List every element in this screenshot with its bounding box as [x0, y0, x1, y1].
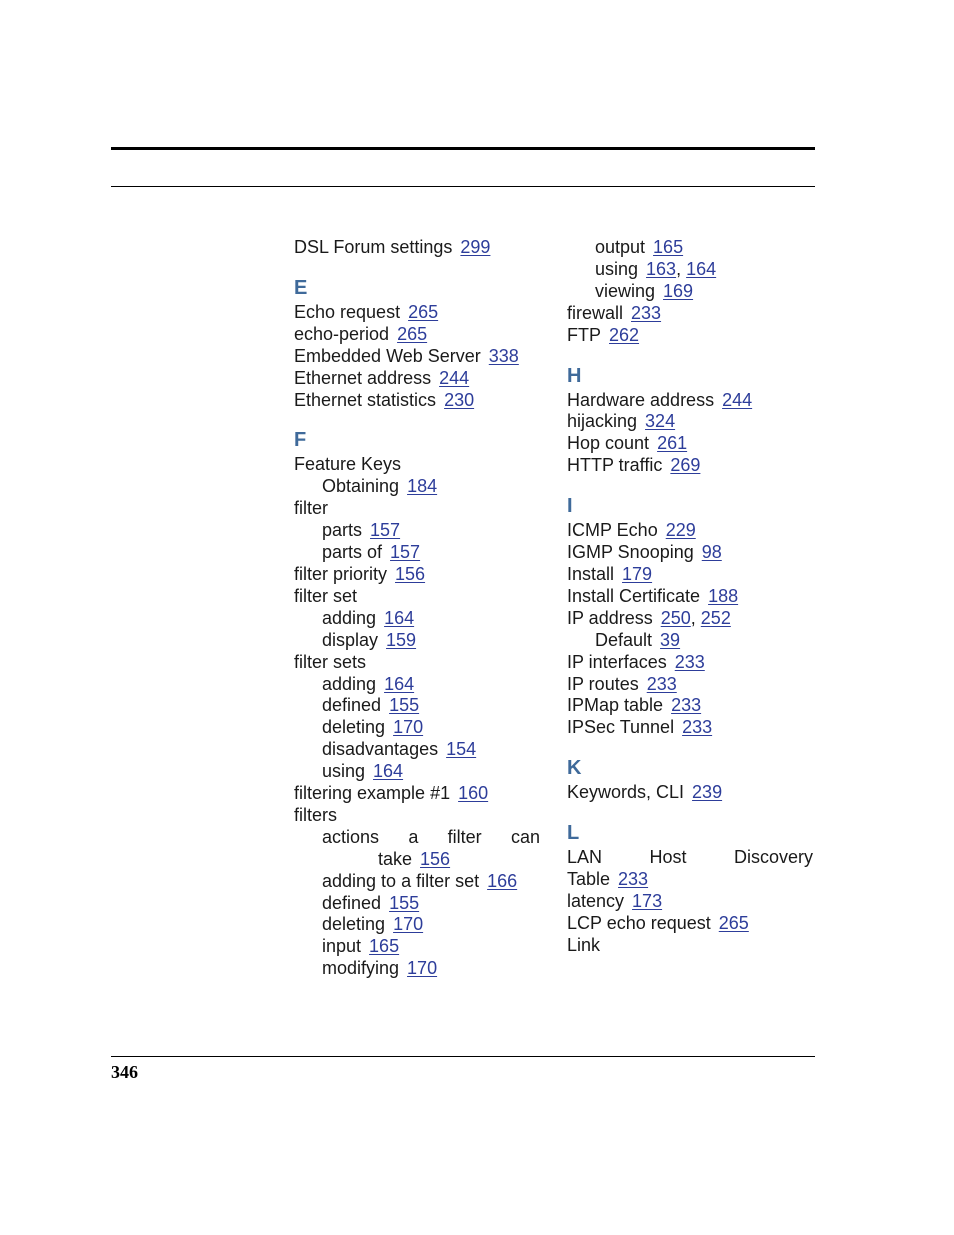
- page-link[interactable]: 184: [407, 476, 438, 497]
- entry-term: Hardware address: [567, 389, 715, 410]
- page-link[interactable]: 164: [686, 258, 717, 279]
- page-link[interactable]: 233: [682, 717, 713, 738]
- index-entry: filter: [294, 498, 329, 519]
- index-entry: [294, 564, 540, 586]
- page-link[interactable]: 157: [390, 542, 421, 563]
- index-subentry: [294, 674, 540, 696]
- entry-term: viewing: [595, 280, 656, 301]
- index-entry: [294, 237, 540, 259]
- page-link[interactable]: 39: [660, 629, 681, 650]
- index-entry: [567, 652, 813, 674]
- page-link[interactable]: 265: [718, 912, 749, 933]
- page-link[interactable]: 163: [646, 258, 677, 279]
- index-entry: [294, 302, 540, 324]
- page-number: 346: [111, 1062, 138, 1082]
- index-subentry: [294, 914, 540, 936]
- index-entry: Link: [567, 934, 601, 955]
- entry-term: deleting: [322, 717, 386, 738]
- entry-term: input: [322, 936, 362, 957]
- page-link[interactable]: 159: [386, 629, 417, 650]
- entry-term: take: [378, 848, 413, 869]
- index-entry: [567, 411, 813, 433]
- page-link[interactable]: 165: [653, 237, 684, 257]
- page-link[interactable]: 170: [393, 717, 424, 738]
- page-link[interactable]: 164: [373, 761, 404, 782]
- index-subentry: [567, 630, 813, 652]
- page-link[interactable]: 154: [446, 739, 477, 760]
- entry-term: firewall: [567, 302, 624, 323]
- entry-term: latency: [567, 890, 625, 911]
- index-column-right: [567, 237, 813, 957]
- entry-term: filtering example #1: [294, 783, 451, 804]
- entry-term: filter priority: [294, 563, 388, 584]
- index-entry: [567, 674, 813, 696]
- entry-term: IP routes: [567, 673, 639, 694]
- entry-term: IPSec Tunnel: [567, 717, 675, 738]
- index-entry: filters: [294, 804, 338, 825]
- entry-term: LCP echo request: [567, 912, 711, 933]
- entry-term: IP address: [567, 607, 653, 628]
- page-link[interactable]: 239: [692, 782, 723, 803]
- page-link[interactable]: 170: [393, 914, 424, 935]
- entry-term: Ethernet statistics: [294, 389, 437, 410]
- index-entry: [567, 325, 813, 347]
- index-entry: [567, 520, 813, 542]
- index-subentry: [294, 717, 540, 739]
- entry-term: disadvantages: [322, 739, 439, 760]
- entry-term: defined: [322, 892, 382, 913]
- page-link[interactable]: 156: [395, 563, 426, 584]
- page-link[interactable]: 160: [458, 783, 489, 804]
- index-entry: filter sets: [294, 651, 367, 672]
- entry-term: Table: [567, 869, 611, 890]
- index-entry: Feature Keys: [294, 454, 402, 475]
- index-entry: [567, 433, 813, 455]
- index-subentry: [294, 761, 540, 783]
- index-entry: [567, 913, 813, 935]
- entry-term: Install: [567, 563, 615, 584]
- index-entry: [567, 455, 813, 477]
- page-link[interactable]: 338: [488, 345, 519, 366]
- page-link[interactable]: 262: [609, 324, 640, 345]
- entry-term: deleting: [322, 914, 386, 935]
- index-subentry: [567, 281, 813, 303]
- index-entry: [567, 586, 813, 608]
- section-letter-i: I: [567, 495, 573, 518]
- index-subentry: [567, 237, 813, 259]
- index-subentry: [294, 630, 540, 652]
- header-rule-thick: [111, 147, 815, 150]
- page-link[interactable]: 230: [444, 389, 475, 410]
- index-entry: [567, 891, 813, 913]
- index-entry: [294, 783, 540, 805]
- page-link[interactable]: 156: [420, 848, 451, 869]
- entry-term: adding to a filter set: [322, 870, 480, 891]
- index-entry: [567, 303, 813, 325]
- index-entry: [567, 782, 813, 804]
- page-link[interactable]: 244: [439, 367, 470, 388]
- page-link[interactable]: 252: [700, 607, 731, 628]
- entry-term: Keywords, CLI: [567, 782, 685, 803]
- index-subentry: [294, 958, 540, 980]
- entry-term: output: [595, 237, 646, 257]
- index-column-left: [294, 237, 540, 980]
- page-link[interactable]: 324: [645, 411, 676, 432]
- entry-term: using: [322, 761, 366, 782]
- index-subentry: [567, 259, 813, 281]
- entry-term: adding: [322, 607, 377, 628]
- index-entry: LAN Host Discovery: [567, 847, 813, 868]
- page-link[interactable]: 233: [618, 869, 649, 890]
- page-link[interactable]: 170: [407, 958, 438, 979]
- index-entry: [567, 542, 813, 564]
- index-entry: [567, 608, 813, 630]
- index-subentry: [294, 520, 540, 542]
- index-subentry: [294, 936, 540, 958]
- entry-term: display: [322, 629, 379, 650]
- page-link[interactable]: 188: [708, 585, 739, 606]
- index-entry: filter set: [294, 585, 358, 606]
- index-subentry: [294, 695, 540, 717]
- entry-term: Install Certificate: [567, 585, 701, 606]
- header-rule-thin: [111, 186, 815, 187]
- index-subentry: [294, 739, 540, 761]
- page-link[interactable]: 265: [397, 323, 428, 344]
- entry-term: IGMP Snooping: [567, 542, 694, 563]
- entry-term: echo-period: [294, 323, 390, 344]
- entry-term: Ethernet address: [294, 367, 432, 388]
- page-link[interactable]: 165: [369, 936, 400, 957]
- index-subentry: [294, 893, 540, 915]
- entry-term: Echo request: [294, 301, 401, 322]
- index-entry: [294, 324, 540, 346]
- page-link[interactable]: 233: [631, 302, 662, 323]
- entry-term: DSL Forum settings: [294, 237, 453, 257]
- entry-term: Obtaining: [322, 476, 400, 497]
- entry-term: Hop count: [567, 433, 650, 454]
- page-link[interactable]: 155: [389, 695, 420, 716]
- entry-term: defined: [322, 695, 382, 716]
- index-entry: [294, 390, 540, 412]
- index-entry: [567, 717, 813, 739]
- index-subentry: [294, 476, 540, 498]
- page-link[interactable]: 155: [389, 892, 420, 913]
- page-link[interactable]: 169: [663, 280, 694, 301]
- index-subentry: [294, 871, 540, 893]
- index-entry: [294, 368, 540, 390]
- entry-term: Embedded Web Server: [294, 345, 481, 366]
- page-link[interactable]: 233: [671, 695, 702, 716]
- entry-term: IPMap table: [567, 695, 664, 716]
- entry-term: modifying: [322, 958, 400, 979]
- page-link[interactable]: 269: [670, 455, 701, 476]
- footer-rule: [111, 1056, 815, 1057]
- index-entry-continuation: [567, 869, 813, 891]
- entry-term: Default: [595, 629, 653, 650]
- page-link[interactable]: 164: [384, 673, 415, 694]
- entry-term: parts of: [322, 542, 383, 563]
- page-link[interactable]: 250: [660, 607, 691, 628]
- page-link[interactable]: 261: [657, 433, 688, 454]
- index-subentry: [294, 542, 540, 564]
- index-subentry: actions a filter can: [322, 826, 540, 847]
- section-letter-l: L: [567, 822, 580, 845]
- page-link[interactable]: 244: [722, 389, 753, 410]
- section-letter-f: F: [294, 429, 307, 452]
- page-link[interactable]: 179: [622, 563, 653, 584]
- section-letter-h: H: [567, 364, 582, 387]
- separator: ,: [690, 607, 701, 628]
- page-link[interactable]: 233: [646, 673, 677, 694]
- entry-term: hijacking: [567, 411, 638, 432]
- entry-term: IP interfaces: [567, 651, 667, 672]
- page-link[interactable]: 164: [384, 607, 415, 628]
- page-link[interactable]: 265: [408, 301, 439, 322]
- page-link[interactable]: 233: [674, 651, 705, 672]
- separator: ,: [676, 258, 687, 279]
- page-link[interactable]: 157: [370, 520, 401, 541]
- page-link[interactable]: 98: [701, 542, 722, 563]
- entry-term: HTTP traffic: [567, 455, 663, 476]
- index-subentry-continuation: [294, 849, 540, 871]
- page-link[interactable]: 229: [665, 520, 696, 541]
- entry-term: parts: [322, 520, 363, 541]
- index-entry: [567, 695, 813, 717]
- entry-term: using: [595, 258, 639, 279]
- index-entry: [294, 346, 540, 368]
- entry-term: ICMP Echo: [567, 520, 658, 541]
- index-entry: [567, 390, 813, 412]
- index-entry: [567, 564, 813, 586]
- entry-term: FTP: [567, 324, 601, 345]
- page-link[interactable]: 173: [632, 890, 663, 911]
- page-link[interactable]: 166: [487, 870, 518, 891]
- section-letter-k: K: [567, 757, 582, 780]
- index-subentry: [294, 608, 540, 630]
- page-link[interactable]: 299: [460, 237, 491, 257]
- section-letter-e: E: [294, 276, 308, 299]
- entry-term: adding: [322, 673, 377, 694]
